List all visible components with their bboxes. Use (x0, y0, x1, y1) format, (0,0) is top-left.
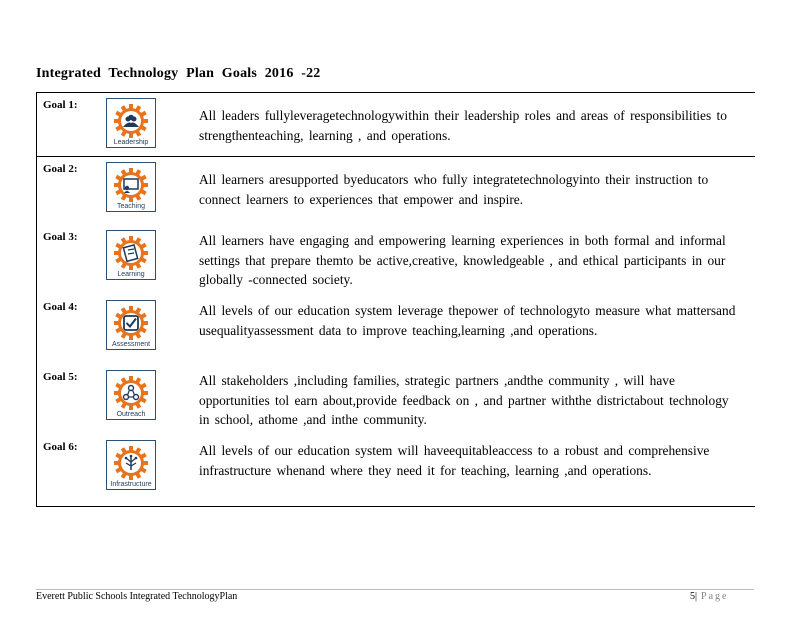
document-title: Integrated Technology Plan Goals 2016 -22 (36, 66, 321, 81)
assessment-icon (106, 300, 156, 350)
footer-text: Everett Public Schools Integrated TechnologyPlan (36, 591, 238, 602)
goal-icon-label: Teaching (116, 203, 146, 210)
goal-label: Goal 6: (43, 441, 78, 453)
goal-row (37, 294, 755, 364)
goals-table (36, 92, 755, 507)
goal-label: Goal 3: (43, 231, 78, 243)
goal-icon-label: Outreach (116, 411, 146, 418)
learning-icon (106, 230, 156, 280)
goal-icon-label: Leadership (113, 139, 149, 146)
goal-row (37, 156, 755, 224)
page-number (690, 591, 728, 602)
goal-label: Goal 2: (43, 163, 78, 175)
infrastructure-icon (106, 440, 156, 490)
teaching-icon (106, 162, 156, 212)
outreach-icon (106, 370, 156, 420)
goal-description: All stakeholders ,including families, strategic partners ,andthe community , will have opportunities tol earn about,provide feedback on , and partner withthe districtabout technology in school, athome ,and inthe community. (199, 373, 729, 427)
goal-label: Goal 5: (43, 371, 78, 383)
goal-description: All levels of our education system will haveequitableaccess to a robust and comprehensive infrastructure whenand where they need it for teaching, learning ,and operations. (199, 443, 710, 478)
goal-row (37, 224, 755, 294)
page-word: Page (701, 591, 729, 602)
goal-icon-label: Assessment (111, 341, 151, 348)
page-number-value: 5| (690, 591, 698, 602)
goal-description: All learners aresupported byeducators who fully integratetechnologyinto their instruction to connect learners to experiences that empower and inspire. (199, 172, 709, 207)
goal-description: All learners have engaging and empowering learning experiences in both formal and informal settings that prepare themto be active,creative, knowledgeable , and ethical participants in our globally -connected society. (199, 233, 726, 287)
goal-row (37, 364, 755, 434)
goal-label: Goal 1: (43, 99, 78, 111)
goal-description: All leaders fullyleveragetechnologywithin their leadership roles and areas of responsibilities to strengthenteaching, learning , and operations. (199, 108, 727, 143)
goal-icon-label: Learning (117, 271, 145, 278)
footer-divider (36, 589, 754, 590)
goal-icon-label: Infrastructure (110, 481, 152, 488)
goal-label: Goal 4: (43, 301, 78, 313)
leadership-icon (106, 98, 156, 148)
goal-description: All levels of our education system leverage thepower of technologyto measure what mattersand usequalityassessment data to improve teaching,learning ,and operations. (199, 303, 736, 338)
goal-row (37, 434, 755, 506)
goal-row (37, 92, 755, 157)
